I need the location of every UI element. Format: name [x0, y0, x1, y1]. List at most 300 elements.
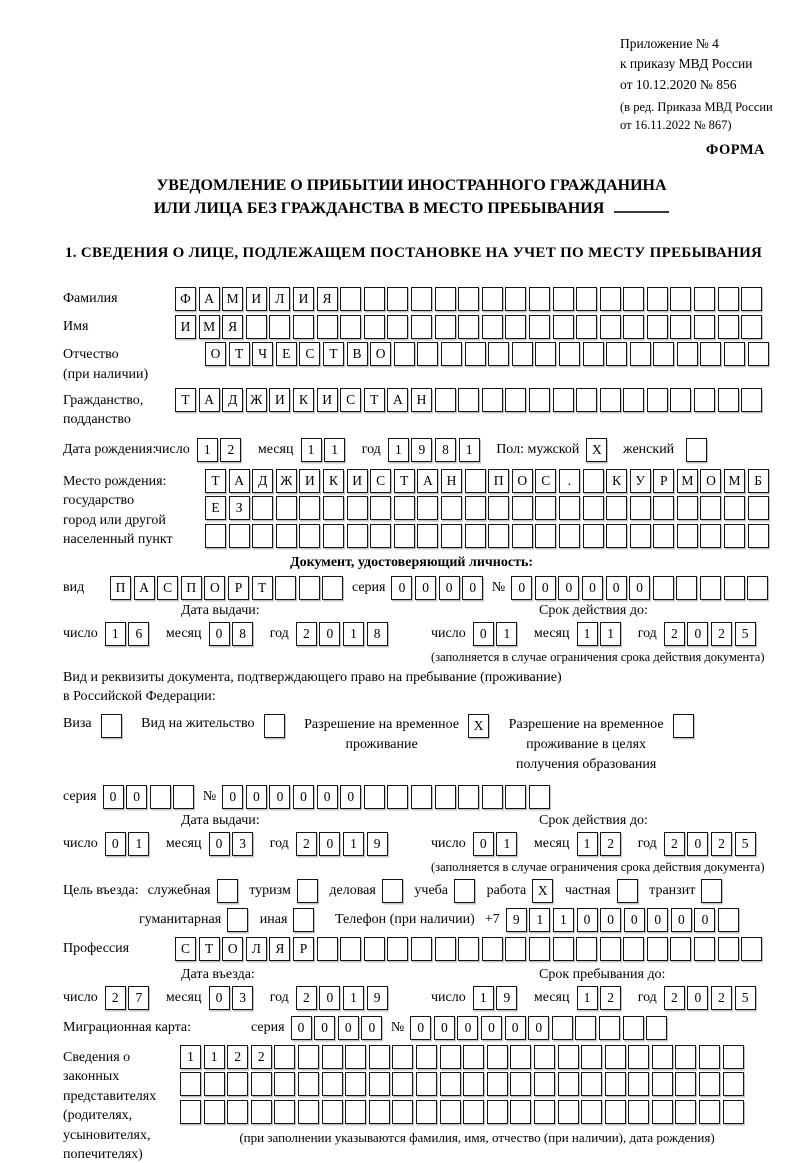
form-cell[interactable] [347, 524, 368, 548]
form-cell[interactable] [510, 1100, 531, 1124]
form-cell[interactable] [364, 937, 385, 961]
form-cell[interactable] [340, 937, 361, 961]
form-cell[interactable]: 0 [606, 576, 627, 600]
form-cell[interactable] [229, 524, 250, 548]
form-cell[interactable] [392, 1100, 413, 1124]
form-cell[interactable]: 0 [434, 1016, 455, 1040]
form-cell[interactable]: 1 [324, 438, 345, 462]
form-cell[interactable] [465, 496, 486, 520]
form-cell[interactable] [505, 937, 526, 961]
form-cell[interactable] [647, 388, 668, 412]
form-cell[interactable] [558, 1100, 579, 1124]
form-cell[interactable] [370, 496, 391, 520]
visa-checkbox[interactable] [101, 714, 122, 738]
form-cell[interactable]: 0 [481, 1016, 502, 1040]
form-cell[interactable] [748, 342, 769, 366]
form-cell[interactable] [535, 524, 556, 548]
form-cell[interactable]: И [299, 469, 320, 493]
form-cell[interactable] [534, 1100, 555, 1124]
form-cell[interactable] [677, 342, 698, 366]
form-cell[interactable]: П [181, 576, 202, 600]
form-cell[interactable] [600, 388, 621, 412]
form-cell[interactable]: 0 [361, 1016, 382, 1040]
form-cell[interactable] [488, 342, 509, 366]
form-cell[interactable]: 1 [105, 622, 126, 646]
form-cell[interactable]: 2 [296, 832, 317, 856]
form-cell[interactable]: 1 [577, 832, 598, 856]
form-cell[interactable]: 2 [664, 832, 685, 856]
form-cell[interactable] [435, 388, 456, 412]
form-cell[interactable] [699, 1072, 720, 1096]
form-cell[interactable]: 1 [197, 438, 218, 462]
form-cell[interactable] [718, 315, 739, 339]
form-cell[interactable] [670, 388, 691, 412]
form-cell[interactable]: Ч [252, 342, 273, 366]
form-cell[interactable] [458, 937, 479, 961]
form-cell[interactable]: А [199, 388, 220, 412]
form-cell[interactable] [416, 1072, 437, 1096]
form-cell[interactable]: С [299, 342, 320, 366]
form-cell[interactable] [623, 388, 644, 412]
form-cell[interactable]: 2 [711, 986, 732, 1010]
form-cell[interactable] [441, 496, 462, 520]
form-cell[interactable]: 0 [457, 1016, 478, 1040]
form-cell[interactable] [323, 496, 344, 520]
form-cell[interactable] [647, 937, 668, 961]
form-cell[interactable] [576, 937, 597, 961]
form-cell[interactable]: Т [175, 388, 196, 412]
form-cell[interactable]: 0 [600, 908, 621, 932]
form-cell[interactable]: 0 [105, 832, 126, 856]
form-cell[interactable] [458, 287, 479, 311]
form-cell[interactable]: 8 [435, 438, 456, 462]
form-cell[interactable]: . [559, 469, 580, 493]
form-cell[interactable] [298, 1045, 319, 1069]
form-cell[interactable]: О [205, 342, 226, 366]
form-cell[interactable] [670, 937, 691, 961]
form-cell[interactable]: А [134, 576, 155, 600]
form-cell[interactable] [694, 315, 715, 339]
form-cell[interactable] [322, 1072, 343, 1096]
purpose-checkbox[interactable]: X [532, 879, 553, 903]
form-cell[interactable] [623, 937, 644, 961]
form-cell[interactable] [370, 524, 391, 548]
form-cell[interactable] [630, 342, 651, 366]
form-cell[interactable] [340, 287, 361, 311]
form-cell[interactable] [458, 785, 479, 809]
form-cell[interactable]: Д [252, 469, 273, 493]
form-cell[interactable] [488, 496, 509, 520]
form-cell[interactable] [465, 342, 486, 366]
form-cell[interactable] [204, 1100, 225, 1124]
purpose-checkbox[interactable] [382, 879, 403, 903]
form-cell[interactable] [647, 315, 668, 339]
form-cell[interactable] [741, 287, 762, 311]
form-cell[interactable] [441, 342, 462, 366]
form-cell[interactable]: Д [222, 388, 243, 412]
form-cell[interactable] [465, 469, 486, 493]
form-cell[interactable] [322, 576, 343, 600]
form-cell[interactable]: 1 [473, 986, 494, 1010]
form-cell[interactable] [364, 785, 385, 809]
form-cell[interactable] [535, 342, 556, 366]
form-cell[interactable]: Б [748, 469, 769, 493]
form-cell[interactable] [605, 1100, 626, 1124]
form-cell[interactable] [559, 496, 580, 520]
form-cell[interactable]: 0 [319, 986, 340, 1010]
form-cell[interactable]: 1 [496, 622, 517, 646]
form-cell[interactable] [529, 937, 550, 961]
form-cell[interactable] [718, 937, 739, 961]
form-cell[interactable]: Ф [175, 287, 196, 311]
form-cell[interactable] [723, 1072, 744, 1096]
form-cell[interactable] [623, 1016, 644, 1040]
form-cell[interactable] [345, 1072, 366, 1096]
form-cell[interactable]: 0 [535, 576, 556, 600]
form-cell[interactable]: 0 [391, 576, 412, 600]
form-cell[interactable] [553, 315, 574, 339]
form-cell[interactable] [599, 1016, 620, 1040]
form-cell[interactable] [276, 524, 297, 548]
residence-permit-checkbox[interactable] [264, 714, 285, 738]
form-cell[interactable]: 5 [735, 986, 756, 1010]
form-cell[interactable]: 0 [528, 1016, 549, 1040]
form-cell[interactable] [652, 1100, 673, 1124]
form-cell[interactable]: Т [205, 469, 226, 493]
purpose-checkbox[interactable] [454, 879, 475, 903]
form-cell[interactable]: 0 [269, 785, 290, 809]
form-cell[interactable] [741, 315, 762, 339]
form-cell[interactable] [487, 1045, 508, 1069]
form-cell[interactable]: И [175, 315, 196, 339]
form-cell[interactable] [299, 576, 320, 600]
form-cell[interactable]: 1 [128, 832, 149, 856]
form-cell[interactable] [630, 496, 651, 520]
form-cell[interactable] [724, 524, 745, 548]
form-cell[interactable] [364, 315, 385, 339]
form-cell[interactable] [276, 496, 297, 520]
form-cell[interactable] [463, 1072, 484, 1096]
form-cell[interactable]: Н [411, 388, 432, 412]
form-cell[interactable] [505, 287, 526, 311]
form-cell[interactable] [559, 524, 580, 548]
form-cell[interactable] [581, 1045, 602, 1069]
form-cell[interactable] [630, 524, 651, 548]
form-cell[interactable] [488, 524, 509, 548]
form-cell[interactable] [677, 524, 698, 548]
form-cell[interactable] [699, 1100, 720, 1124]
form-cell[interactable] [435, 785, 456, 809]
form-cell[interactable]: 9 [367, 832, 388, 856]
form-cell[interactable] [647, 287, 668, 311]
form-cell[interactable] [553, 287, 574, 311]
form-cell[interactable] [670, 315, 691, 339]
form-cell[interactable] [628, 1045, 649, 1069]
form-cell[interactable]: Т [252, 576, 273, 600]
form-cell[interactable]: 0 [473, 622, 494, 646]
form-cell[interactable] [605, 1072, 626, 1096]
form-cell[interactable]: 0 [126, 785, 147, 809]
form-cell[interactable] [583, 469, 604, 493]
form-cell[interactable]: С [340, 388, 361, 412]
form-cell[interactable]: 0 [209, 622, 230, 646]
form-cell[interactable]: О [204, 576, 225, 600]
form-cell[interactable] [392, 1072, 413, 1096]
form-cell[interactable] [463, 1045, 484, 1069]
form-cell[interactable]: 2 [711, 832, 732, 856]
form-cell[interactable] [293, 315, 314, 339]
form-cell[interactable]: 8 [232, 622, 253, 646]
female-checkbox[interactable] [686, 438, 707, 462]
form-cell[interactable] [606, 496, 627, 520]
form-cell[interactable]: К [606, 469, 627, 493]
form-cell[interactable] [251, 1100, 272, 1124]
form-cell[interactable]: Т [323, 342, 344, 366]
form-cell[interactable]: Р [653, 469, 674, 493]
purpose-checkbox[interactable] [297, 879, 318, 903]
form-cell[interactable]: 2 [296, 986, 317, 1010]
form-cell[interactable]: А [199, 287, 220, 311]
form-cell[interactable] [694, 287, 715, 311]
form-cell[interactable] [747, 576, 768, 600]
form-cell[interactable] [364, 287, 385, 311]
form-cell[interactable] [387, 785, 408, 809]
form-cell[interactable]: Р [293, 937, 314, 961]
form-cell[interactable]: 0 [687, 832, 708, 856]
form-cell[interactable]: 1 [343, 986, 364, 1010]
form-cell[interactable] [416, 1045, 437, 1069]
form-cell[interactable] [741, 937, 762, 961]
purpose-checkbox[interactable] [701, 879, 722, 903]
form-cell[interactable]: Р [228, 576, 249, 600]
form-cell[interactable] [700, 342, 721, 366]
form-cell[interactable]: К [293, 388, 314, 412]
form-cell[interactable] [298, 1100, 319, 1124]
form-cell[interactable] [417, 496, 438, 520]
form-cell[interactable] [670, 287, 691, 311]
form-cell[interactable] [583, 524, 604, 548]
rvp-checkbox[interactable]: X [468, 714, 489, 738]
form-cell[interactable]: П [488, 469, 509, 493]
form-cell[interactable] [180, 1100, 201, 1124]
form-cell[interactable]: 2 [105, 986, 126, 1010]
form-cell[interactable]: З [229, 496, 250, 520]
form-cell[interactable] [347, 496, 368, 520]
form-cell[interactable]: 5 [735, 832, 756, 856]
form-cell[interactable]: Ж [276, 469, 297, 493]
form-cell[interactable]: И [293, 287, 314, 311]
form-cell[interactable] [575, 1016, 596, 1040]
form-cell[interactable] [417, 524, 438, 548]
form-cell[interactable] [458, 315, 479, 339]
form-cell[interactable]: И [347, 469, 368, 493]
form-cell[interactable] [394, 342, 415, 366]
form-cell[interactable]: 0 [687, 622, 708, 646]
form-cell[interactable] [675, 1072, 696, 1096]
form-cell[interactable] [322, 1045, 343, 1069]
form-cell[interactable] [529, 315, 550, 339]
form-cell[interactable]: 1 [459, 438, 480, 462]
form-cell[interactable] [646, 1016, 667, 1040]
form-cell[interactable]: 1 [553, 908, 574, 932]
form-cell[interactable] [529, 287, 550, 311]
form-cell[interactable]: 1 [577, 622, 598, 646]
form-cell[interactable] [463, 1100, 484, 1124]
form-cell[interactable]: Е [276, 342, 297, 366]
form-cell[interactable]: В [347, 342, 368, 366]
form-cell[interactable]: С [370, 469, 391, 493]
form-cell[interactable] [411, 785, 432, 809]
form-cell[interactable] [227, 1100, 248, 1124]
form-cell[interactable] [173, 785, 194, 809]
form-cell[interactable] [581, 1100, 602, 1124]
form-cell[interactable]: 0 [558, 576, 579, 600]
form-cell[interactable] [512, 342, 533, 366]
rvp-education-checkbox[interactable] [673, 714, 694, 738]
form-cell[interactable]: И [317, 388, 338, 412]
form-cell[interactable] [505, 785, 526, 809]
form-cell[interactable] [465, 524, 486, 548]
form-cell[interactable] [600, 287, 621, 311]
form-cell[interactable] [553, 937, 574, 961]
form-cell[interactable]: Ж [246, 388, 267, 412]
form-cell[interactable]: 0 [694, 908, 715, 932]
form-cell[interactable] [299, 496, 320, 520]
form-cell[interactable] [718, 908, 739, 932]
form-cell[interactable]: 1 [388, 438, 409, 462]
form-cell[interactable]: А [387, 388, 408, 412]
form-cell[interactable] [529, 785, 550, 809]
form-cell[interactable] [652, 1045, 673, 1069]
form-cell[interactable] [487, 1072, 508, 1096]
form-cell[interactable] [510, 1072, 531, 1096]
form-cell[interactable]: 1 [204, 1045, 225, 1069]
form-cell[interactable]: Я [269, 937, 290, 961]
form-cell[interactable] [416, 1100, 437, 1124]
form-cell[interactable]: 1 [529, 908, 550, 932]
form-cell[interactable]: О [222, 937, 243, 961]
form-cell[interactable]: С [175, 937, 196, 961]
form-cell[interactable] [606, 342, 627, 366]
form-cell[interactable] [340, 315, 361, 339]
form-cell[interactable] [394, 496, 415, 520]
purpose-checkbox[interactable] [227, 908, 248, 932]
form-cell[interactable] [652, 1072, 673, 1096]
form-cell[interactable]: 2 [600, 986, 621, 1010]
form-cell[interactable]: 9 [506, 908, 527, 932]
form-cell[interactable]: 7 [128, 986, 149, 1010]
form-cell[interactable] [269, 315, 290, 339]
form-cell[interactable]: У [630, 469, 651, 493]
form-cell[interactable]: М [199, 315, 220, 339]
form-cell[interactable] [440, 1045, 461, 1069]
form-cell[interactable]: 1 [180, 1045, 201, 1069]
form-cell[interactable] [252, 524, 273, 548]
form-cell[interactable]: К [323, 469, 344, 493]
form-cell[interactable]: О [700, 469, 721, 493]
form-cell[interactable]: 0 [629, 576, 650, 600]
form-cell[interactable] [251, 1072, 272, 1096]
form-cell[interactable] [748, 496, 769, 520]
form-cell[interactable] [552, 1016, 573, 1040]
form-cell[interactable] [411, 315, 432, 339]
form-cell[interactable] [583, 496, 604, 520]
form-cell[interactable] [274, 1045, 295, 1069]
form-cell[interactable]: 3 [232, 986, 253, 1010]
form-cell[interactable]: Т [394, 469, 415, 493]
form-cell[interactable] [700, 496, 721, 520]
form-cell[interactable]: 0 [511, 576, 532, 600]
form-cell[interactable]: 2 [251, 1045, 272, 1069]
form-cell[interactable] [559, 342, 580, 366]
form-cell[interactable] [699, 1045, 720, 1069]
form-cell[interactable] [435, 315, 456, 339]
form-cell[interactable] [748, 524, 769, 548]
form-cell[interactable] [274, 1072, 295, 1096]
form-cell[interactable]: О [370, 342, 391, 366]
form-cell[interactable]: 0 [582, 576, 603, 600]
form-cell[interactable] [440, 1072, 461, 1096]
form-cell[interactable] [150, 785, 171, 809]
form-cell[interactable] [394, 524, 415, 548]
form-cell[interactable]: 0 [103, 785, 124, 809]
form-cell[interactable] [369, 1072, 390, 1096]
form-cell[interactable] [345, 1045, 366, 1069]
form-cell[interactable]: 0 [473, 832, 494, 856]
form-cell[interactable]: Т [199, 937, 220, 961]
form-cell[interactable] [606, 524, 627, 548]
form-cell[interactable]: Н [441, 469, 462, 493]
form-cell[interactable] [529, 388, 550, 412]
form-cell[interactable]: 1 [343, 832, 364, 856]
form-cell[interactable]: 1 [600, 622, 621, 646]
form-cell[interactable]: 0 [222, 785, 243, 809]
form-cell[interactable]: 0 [319, 622, 340, 646]
form-cell[interactable] [482, 388, 503, 412]
form-cell[interactable] [605, 1045, 626, 1069]
form-cell[interactable] [600, 937, 621, 961]
form-cell[interactable] [724, 342, 745, 366]
form-cell[interactable] [252, 496, 273, 520]
form-cell[interactable]: П [110, 576, 131, 600]
form-cell[interactable] [411, 937, 432, 961]
form-cell[interactable]: 0 [340, 785, 361, 809]
form-cell[interactable]: 8 [367, 622, 388, 646]
form-cell[interactable]: 2 [664, 986, 685, 1010]
form-cell[interactable] [275, 576, 296, 600]
form-cell[interactable] [558, 1045, 579, 1069]
form-cell[interactable]: 2 [220, 438, 241, 462]
form-cell[interactable] [505, 315, 526, 339]
form-cell[interactable]: 0 [314, 1016, 335, 1040]
form-cell[interactable]: А [229, 469, 250, 493]
form-cell[interactable]: 0 [246, 785, 267, 809]
form-cell[interactable] [298, 1072, 319, 1096]
form-cell[interactable]: 2 [600, 832, 621, 856]
form-cell[interactable] [411, 287, 432, 311]
form-cell[interactable]: М [222, 287, 243, 311]
form-cell[interactable]: 0 [338, 1016, 359, 1040]
form-cell[interactable]: 0 [209, 986, 230, 1010]
form-cell[interactable] [387, 315, 408, 339]
form-cell[interactable] [534, 1045, 555, 1069]
form-cell[interactable] [345, 1100, 366, 1124]
form-cell[interactable]: 0 [577, 908, 598, 932]
purpose-checkbox[interactable] [293, 908, 314, 932]
form-cell[interactable] [299, 524, 320, 548]
form-cell[interactable]: 9 [496, 986, 517, 1010]
male-checkbox[interactable]: X [586, 438, 607, 462]
